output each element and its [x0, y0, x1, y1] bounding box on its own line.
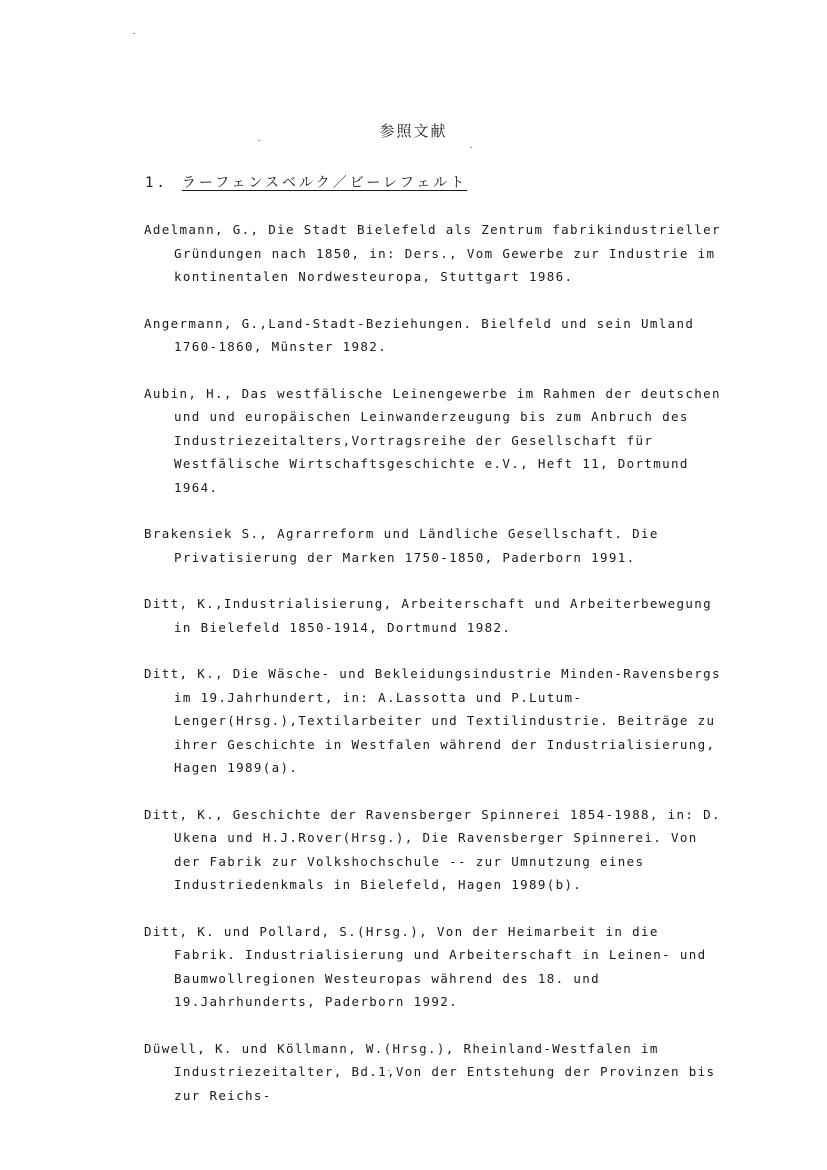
- page-title: 参照文献: [379, 122, 448, 140]
- section-title: ラーフェンスベルク／ビーレフェルト: [181, 175, 468, 191]
- scan-speck: [133, 33, 135, 34]
- reference-entry: Düwell, K. und Köllmann, W.(Hrsg.), Rheinland-Westfalen im Industriezeitalter, Bd.1,Von der Entstehung der Provinzen bis zur Reichs-: [144, 1040, 716, 1103]
- reference-entry: Aubin, H., Das westfälische Leinengewerbe im Rahmen der deutschen und und europäischen Leinwanderzeugung bis zum Anbruch des Industriezeitalters,Vortragsreihe der Gesellschaft für Westfälische Wirtschaftsgeschichte e.V., Heft 11, Dortmund 1964.: [144, 385, 721, 495]
- reference-entry: Brakensiek S., Agrarreform und Ländliche Gesellschaft. Die Privatisierung der Marken 1750-1850, Paderborn 1991.: [144, 526, 659, 565]
- reference-entry: Ditt, K. und Pollard, S.(Hrsg.), Von der Heimarbeit in die Fabrik. Industrialisierung und Arbeiterschaft in Leinen- und Baumwollregionen Westeuropas während des 18. und 19.Jahrhunderts, Paderborn 1992.: [144, 923, 707, 1009]
- section-heading: [145, 172, 467, 192]
- reference-entry: Angermann, G.,Land-Stadt-Beziehungen. Bielfeld und sein Umland 1760-1860, Münster 1982.: [144, 315, 695, 354]
- reference-entry: Ditt, K., Geschichte der Ravensberger Spinnerei 1854-1988, in: D. Ukena und H.J.Rover(Hrsg.), Die Ravensberger Spinnerei. Von der Fabrik zur Volkshochschule -- zur Umnutzung eines Industriedenkmals in Bielefeld, Hagen 1989(b).: [144, 806, 721, 892]
- reference-list: [144, 218, 724, 1130]
- reference-entry: Adelmann, G., Die Stadt Bielefeld als Zentrum fabrikindustrieller Gründungen nach 1850, in: Ders., Vom Gewerbe zur Industrie im kontinentalen Nordwesteuropa, Stuttgart 1986.: [144, 222, 721, 284]
- reference-entry: Ditt, K.,Industrialisierung, Arbeiterschaft und Arbeiterbewegung in Bielefeld 1850-1914, Dortmund 1982.: [144, 596, 713, 635]
- section-number: 1.: [145, 175, 168, 191]
- reference-entry: Ditt, K., Die Wäsche- und Bekleidungsindustrie Minden-Ravensbergs im 19.Jahrhundert, in: A.Lassotta und P.Lutum-Lenger(Hrsg.),Textilarbeiter und Textilindustrie. Beiträge zu ihrer Geschichte in Westfalen während der Industrialisierung, Hagen 1989(a).: [144, 666, 721, 775]
- scan-speck: [470, 147, 472, 148]
